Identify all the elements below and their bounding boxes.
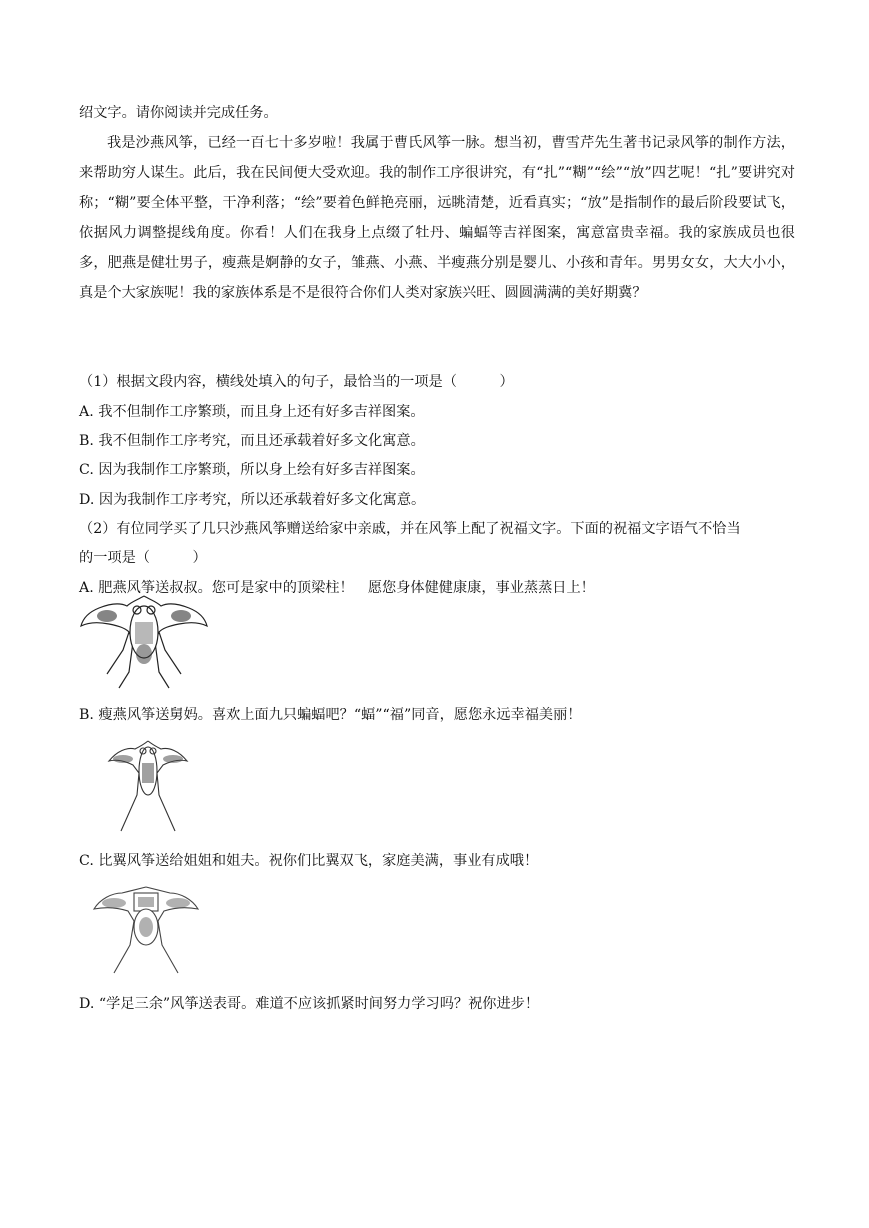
q2-option-a: A. 肥燕风筝送叔叔。您可是家中的顶梁柱！ 愿您身体健健康康，事业蒸蒸日上！ xyxy=(79,580,595,596)
q1-option-a: A. 我不但制作工序繁琐，而且身上还有好多吉祥图案。 xyxy=(79,404,425,420)
passage: 我是沙燕风筝，已经一百七十多岁啦！我属于曹氏风筝一脉。想当初，曹雪芹先生著书记录风筝的制作方法，来帮助穷人谋生。此后，我在民间便大受欢迎。我的制作工序很讲究，有“扎”“糊”“绘”“放”四艺呢！“扎”要讲究对称；“糊”要全体平整，干净利落；“绘”要着色鲜艳亮丽，远眺清楚，近看真实；“放”是指制作的最后阶段要试飞，依据风力调整提线角度。你看！人们在我身上点缀了牡丹、蝙蝠等吉祥图案，寓意富贵幸福。我的家族成员也很多，肥燕是健壮男子，瘦燕是婀静的女子，雏燕、小燕、半瘦燕分别是婴儿、小孩和青年。男男女女，大大小小，真是个大家族呢！我的家族体系是不是很符合你们人类对家族兴旺、圆圆满满的美好期冀？ xyxy=(79,135,795,301)
q1-option-d: D. 因为我制作工序考究，所以还承载着好多文化寓意。 xyxy=(79,492,426,508)
thin-swallow-kite-image xyxy=(107,735,189,839)
paired-wing-kite-image xyxy=(92,881,200,977)
q1-option-c: C. 因为我制作工序繁琐，所以身上绘有好多吉祥图案。 xyxy=(79,462,425,478)
intro-tail: 绍文字。请你阅读并完成任务。 xyxy=(79,105,278,121)
q2-option-d: D. “学足三余”风筝送表哥。难道不应该抓紧时间努力学习吗？祝你进步！ xyxy=(79,996,540,1012)
q2-stem-line2: 的一项是（ ） xyxy=(79,550,207,566)
q1-stem: （1）根据文段内容，横线处填入的句子，最恰当的一项是（ ） xyxy=(79,374,514,390)
q2-option-b: B. 瘦燕风筝送舅妈。喜欢上面九只蝙蝠吧？“蝠”“福”同音，愿您永远幸福美丽！ xyxy=(79,707,582,723)
q1-option-b: B. 我不但制作工序考究，而且还承载着好多文化寓意。 xyxy=(79,433,425,449)
q2-stem-line1: （2）有位同学买了几只沙燕风筝赠送给家中亲戚，并在风筝上配了祝福文字。下面的祝福文字语气不恰当 xyxy=(79,521,741,537)
q2-option-c: C. 比翼风筝送给姐姐和姐夫。祝你们比翼双飞，家庭美满，事业有成哦！ xyxy=(79,853,539,869)
fat-swallow-kite-image xyxy=(79,592,209,690)
